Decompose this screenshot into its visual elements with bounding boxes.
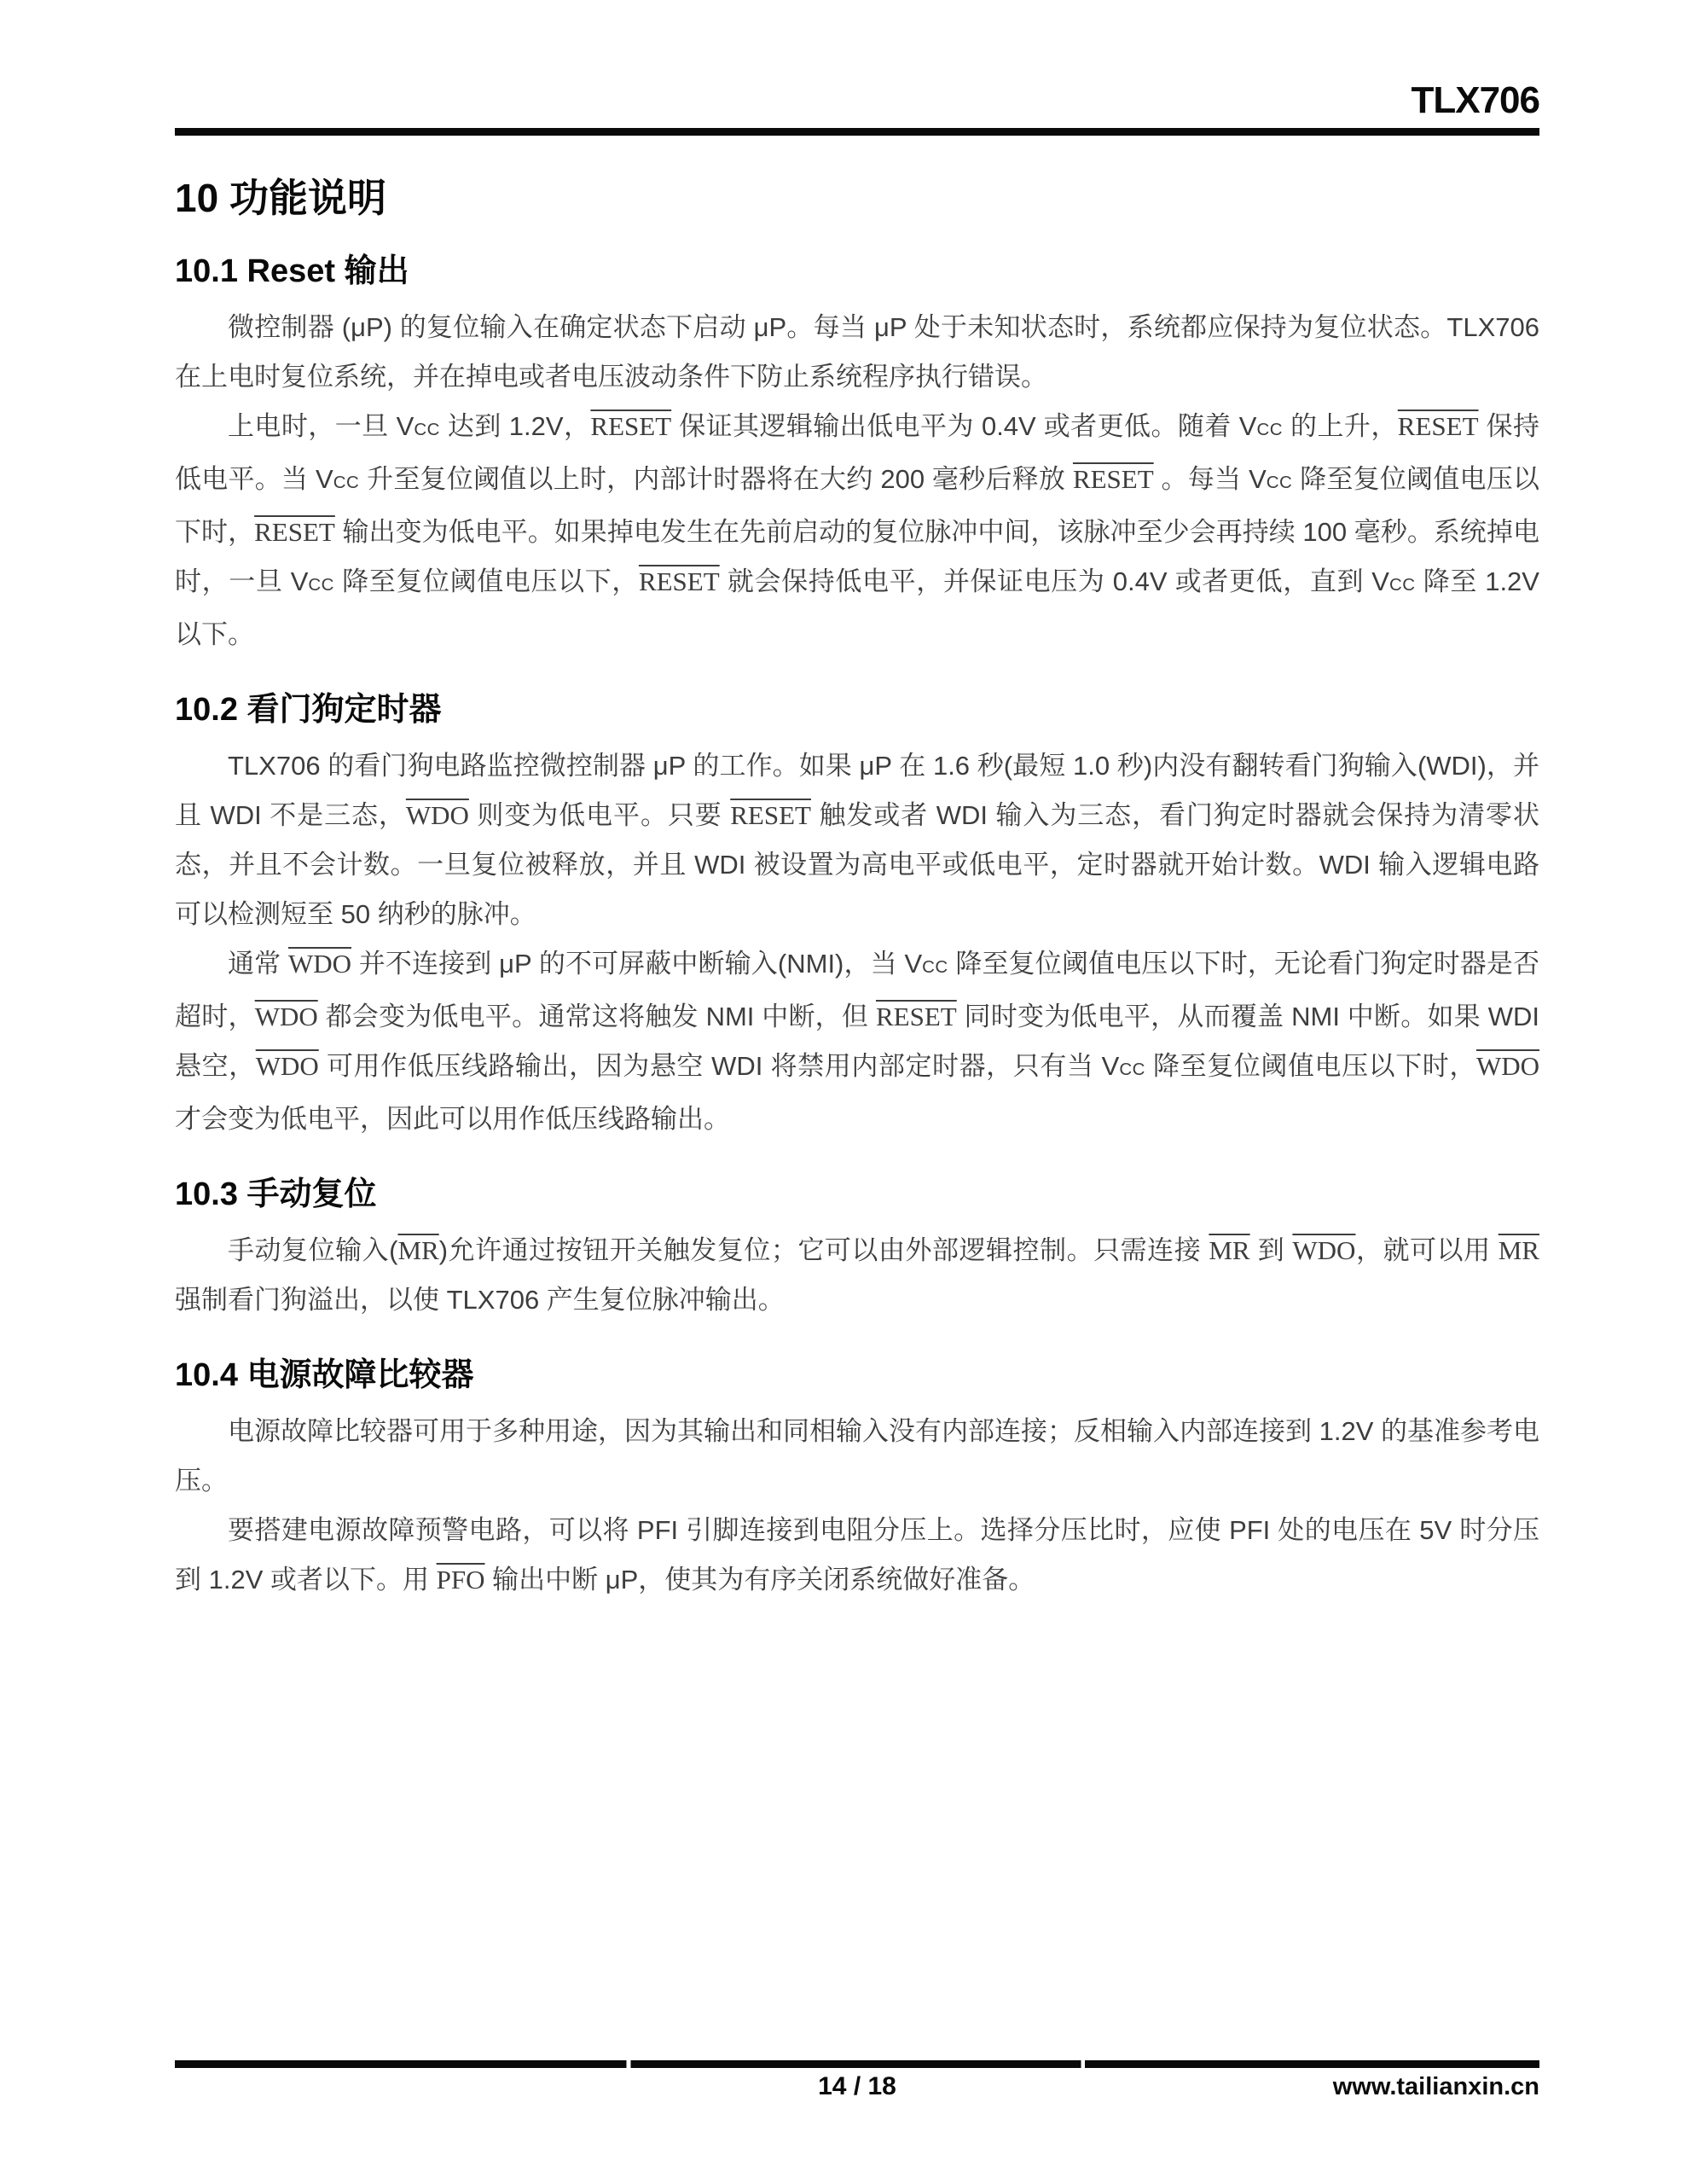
signal-name-overlined: $\overline{WDO}$ [1475, 1051, 1539, 1081]
vcc-subscript: CC [1119, 1060, 1145, 1079]
signal-name-overlined: $\overline{WDO}$ [1292, 1235, 1356, 1265]
text-run: 手动复位输入( [228, 1235, 398, 1265]
vcc-subscript: CC [414, 420, 440, 439]
page-header [175, 0, 1539, 136]
text-run: 同时变为低电平，从而覆盖 NMI 中断。如果 WDI 悬空， [175, 1002, 1539, 1081]
text-run: 保持低电平。当 [175, 411, 1539, 494]
vcc-subscript: CC [1388, 575, 1416, 595]
paragraph [175, 1506, 1539, 1605]
vcc-symbol: VCC [1238, 411, 1284, 441]
text-run: 。每当 [1153, 464, 1249, 494]
text-run: 到 [1249, 1235, 1293, 1265]
text-run: TLX706 的看门狗电路监控微控制器 μP 的工作。如果 μP 在 1.6 秒(最短 1.0 秒)内没有翻转看门狗输入(WDI)，并且 WDI 不是三态， [175, 751, 1539, 830]
text-run: 可用作低压线路输出，因为悬空 WDI 将禁用内部定时器，只有当 [318, 1051, 1102, 1081]
page-title: 10 功能说明 [175, 176, 386, 220]
text-run: 要搭建电源故障预警电路，可以将 PFI 引脚连接到电阻分压上。选择分压比时，应使 PFI 处的电压在 5V 时分压到 1.2V 或者以下。用 [175, 1515, 1539, 1594]
text-run: 达到 1.2V， [439, 411, 591, 441]
paragraph [175, 741, 1539, 939]
text-run: 的上升， [1283, 411, 1398, 441]
signal-name-overlined: $\overline{MR}$ [397, 1235, 439, 1265]
signal-name-overlined: $\overline{WDO}$ [405, 800, 469, 830]
signal-name-overlined: $\overline{WDO}$ [287, 949, 352, 979]
text-run: 并不连接到 μP 的不可屏蔽中断输入(NMI)，当 [351, 949, 905, 979]
text-run: 则变为低电平。只要 [468, 800, 731, 830]
vcc-subscript: CC [308, 575, 334, 595]
section-10-3 [175, 1173, 1539, 1325]
section-heading: 10.4 电源故障比较器 [175, 1357, 474, 1393]
footer-row [175, 2072, 1539, 2106]
signal-name-overlined: RESET [590, 411, 672, 441]
text-run: 降至 1.2V 以下。 [175, 566, 1539, 649]
signal-name-overlined: RESET [638, 566, 720, 596]
vcc-symbol: VCC [290, 566, 334, 596]
page-number: 14 / 18 [818, 2072, 896, 2100]
section-heading: 10.1 Reset 输出 [175, 253, 409, 289]
signal-name-overlined: RESET [1072, 464, 1154, 494]
vcc-symbol: VCC [1101, 1051, 1145, 1081]
signal-name-overlined: RESET [1397, 411, 1479, 441]
paragraph [175, 402, 1539, 659]
text-run: 降至复位阈值电压以下时，无论看门狗定时器是否超时， [175, 949, 1539, 1031]
text-run: 才会变为低电平，因此可以用作低压线路输出。 [175, 1104, 730, 1134]
text-run: 输出变为低电平。如果掉电发生在先前启动的复位脉冲中间，该脉冲至少会再持续 100 毫秒。系统掉电时，一旦 [175, 517, 1539, 596]
text-run: 电源故障比较器可用于多种用途，因为其输出和同相输入没有内部连接；反相输入内部连接到 1.2V 的基准参考电压。 [175, 1416, 1539, 1496]
text-run: 输出中断 μP，使其为有序关闭系统做好准备。 [484, 1565, 1035, 1594]
vcc-symbol: VCC [396, 411, 440, 441]
paragraph [175, 939, 1539, 1144]
signal-name-overlined: RESET [875, 1002, 957, 1031]
section-10-4 [175, 1354, 1539, 1605]
vcc-symbol: VCC [1249, 464, 1293, 494]
signal-name-overlined: $\overline{MR}$ [1209, 1235, 1250, 1265]
header-rule [175, 128, 1539, 136]
text-run: 就会保持低电平，并保证电压为 0.4V 或者更低，直到 [719, 566, 1372, 596]
vcc-symbol: VCC [316, 464, 360, 494]
vcc-symbol: VCC [1371, 566, 1416, 596]
signal-name-overlined: $\overline{WDO}$ [254, 1002, 318, 1031]
text-run: 上电时，一旦 [228, 411, 397, 441]
text-run: 升至复位阈值以上时，内部计时器将在大约 200 毫秒后释放 [359, 464, 1073, 494]
paragraph [175, 1407, 1539, 1506]
vcc-subscript: CC [1256, 420, 1284, 439]
text-run: 保证其逻辑输出低电平为 0.4V 或者更低。随着 [671, 411, 1239, 441]
signal-name-overlined: $\overline{PFO}$ [436, 1565, 485, 1594]
text-run: 通常 [228, 949, 288, 979]
text-run: )允许通过按钮开关触发复位；它可以由外部逻辑控制。只需连接 [438, 1235, 1209, 1265]
vcc-subscript: CC [333, 473, 360, 492]
vcc-symbol: VCC [904, 949, 948, 979]
signal-name-overlined: RESET [254, 517, 335, 547]
paragraph [175, 303, 1539, 402]
signal-name-overlined: $\overline{WDO}$ [255, 1051, 319, 1081]
vcc-subscript: CC [1266, 473, 1293, 492]
page-footer [175, 2060, 1539, 2106]
text-run: 降至复位阈值电压以下时， [175, 464, 1539, 547]
text-run: 降至复位阈值电压以下， [333, 566, 639, 596]
section-heading: 10.3 手动复位 [175, 1176, 377, 1212]
text-run: ，就可以用 [1355, 1235, 1499, 1265]
section-10-1 [175, 250, 1539, 659]
signal-name-overlined: $\overline{MR}$ [1498, 1235, 1539, 1265]
product-name: TLX706 [1411, 79, 1539, 121]
text-run: 触发或者 WDI 输入为三态，看门狗定时器就会保持为清零状态，并且不会计数。一旦复位被释放，并且 WDI 被设置为高电平或低电平，定时器就开始计数。WDI 输入逻辑电路可以检测短至 50 纳秒的脉冲。 [175, 800, 1539, 929]
text-run: 降至复位阈值电压以下时， [1145, 1051, 1476, 1081]
vcc-subscript: CC [922, 957, 948, 977]
footer-rule [175, 2060, 1539, 2068]
paragraph [175, 1226, 1539, 1325]
section-10-2 [175, 688, 1539, 1144]
section-heading: 10.2 看门狗定时器 [175, 692, 442, 728]
text-run: 微控制器 (μP) 的复位输入在确定状态下启动 μP。每当 μP 处于未知状态时，系统都应保持为复位状态。TLX706 在上电时复位系统，并在掉电或者电压波动条件下防止系统程序执行错误。 [175, 312, 1539, 392]
signal-name-overlined: RESET [730, 800, 811, 830]
text-run: 都会变为低电平。通常这将触发 NMI 中断，但 [317, 1002, 876, 1031]
text-run: 强制看门狗溢出，以使 TLX706 产生复位脉冲输出。 [175, 1285, 785, 1315]
website-text: www.tailianxin.cn [1332, 2073, 1539, 2100]
